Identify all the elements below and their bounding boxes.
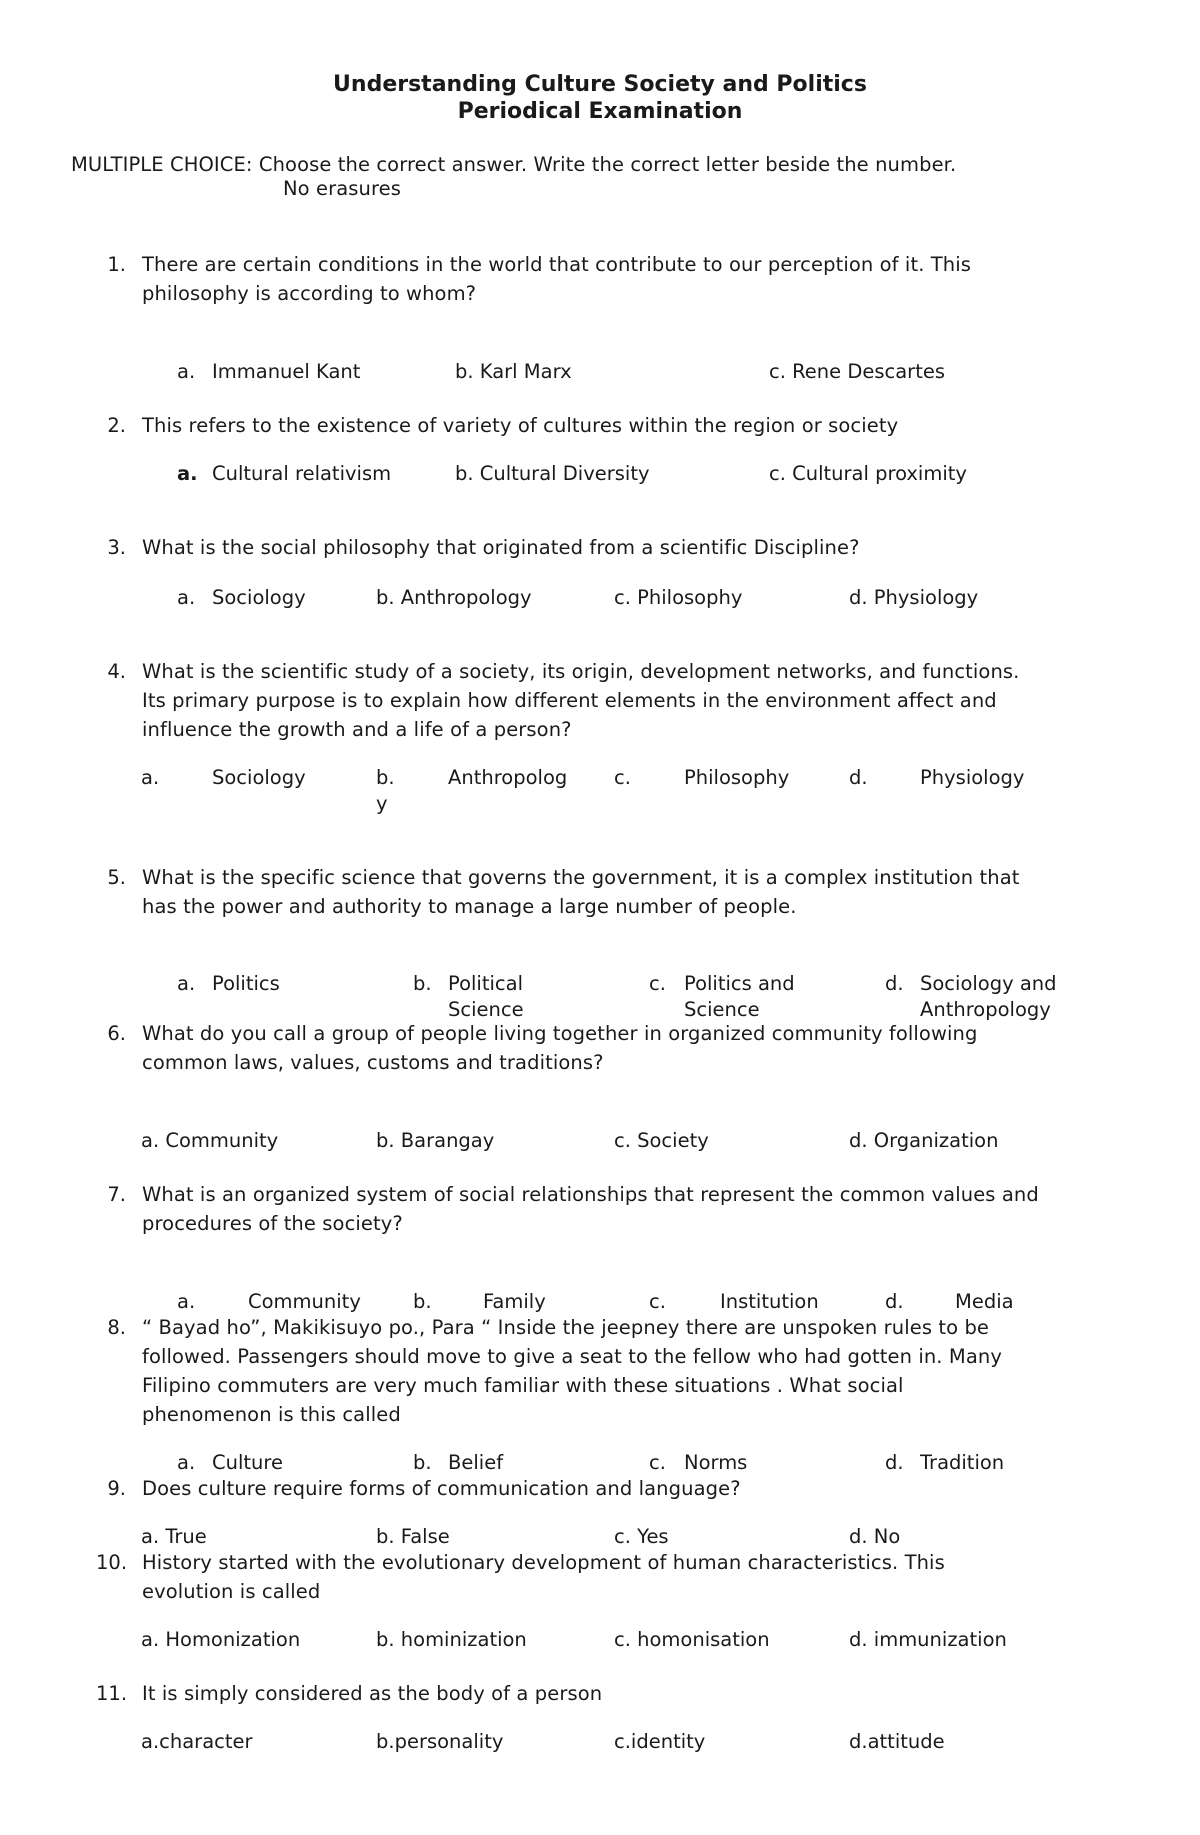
question-5-text-line2: has the power and authority to manage a large number of people. [142, 895, 797, 918]
question-9-option-b: b. False [376, 1525, 450, 1548]
question-1-text-line1: There are certain conditions in the world that contribute to our perception of it. This [142, 253, 972, 276]
question-1-option-a: Immanuel Kant [212, 360, 361, 383]
question-4-option-a: Sociology [212, 766, 306, 789]
question-11-text-line1: It is simply considered as the body of a person [142, 1682, 603, 1705]
question-8-number: 8. [107, 1316, 126, 1339]
question-5-number: 5. [107, 866, 126, 889]
question-8-option-c: Norms [684, 1451, 748, 1474]
question-4-option-b: Anthropolog [448, 766, 568, 789]
question-5-option-b-letter: b. [413, 972, 432, 995]
instructions-line1: MULTIPLE CHOICE: Choose the correct answer. Write the correct letter beside the number. [71, 153, 957, 176]
question-5-option-d-letter: d. [885, 972, 904, 995]
question-1-option-a-letter: a. [177, 360, 196, 383]
question-8-option-b-letter: b. [413, 1451, 432, 1474]
question-6-option-c: c. Society [614, 1129, 709, 1152]
question-2-option-a-letter: a. [177, 462, 198, 485]
question-10-number: 10. [96, 1551, 128, 1574]
question-4-text-line2: Its primary purpose is to explain how different elements in the environment affect and [142, 689, 997, 712]
question-8-option-a: Culture [212, 1451, 283, 1474]
question-6-text-line1: What do you call a group of people living together in organized community following [142, 1022, 978, 1045]
question-9-number: 9. [107, 1477, 126, 1500]
exam-subtitle: Periodical Examination [457, 99, 743, 124]
question-10-text-line1: History started with the evolutionary development of human characteristics. This [142, 1551, 945, 1574]
question-8-option-d-letter: d. [885, 1451, 904, 1474]
question-11-option-b: b.personality [376, 1730, 504, 1753]
question-4-text-line3: influence the growth and a life of a person? [142, 718, 572, 741]
question-5-option-d: Sociology and [920, 972, 1057, 995]
question-9-option-c: c. Yes [614, 1525, 669, 1548]
question-7-option-d-letter: d. [885, 1290, 904, 1313]
question-7-option-c: Institution [720, 1290, 819, 1313]
question-3-option-c: c. Philosophy [614, 586, 743, 609]
question-5-option-d-wrap: Anthropology [920, 998, 1051, 1021]
question-5-option-a-letter: a. [177, 972, 196, 995]
question-6-text-line2: common laws, values, customs and traditions? [142, 1051, 604, 1074]
question-3-option-a: Sociology [212, 586, 306, 609]
question-4-option-b-letter: b. [376, 766, 395, 789]
question-3-option-b: b. Anthropology [376, 586, 532, 609]
question-3-text-line1: What is the social philosophy that originated from a scientific Discipline? [142, 536, 860, 559]
question-8-option-c-letter: c. [649, 1451, 666, 1474]
question-8-option-b: Belief [448, 1451, 504, 1474]
question-7-text-line1: What is an organized system of social relationships that represent the common values and [142, 1183, 1039, 1206]
question-9-option-a: a. True [141, 1525, 207, 1548]
question-10-option-a: a. Homonization [141, 1628, 301, 1651]
question-1-option-c: c. Rene Descartes [769, 360, 946, 383]
question-11-option-c: c.identity [614, 1730, 706, 1753]
question-6-option-b: b. Barangay [376, 1129, 495, 1152]
question-7-text-line2: procedures of the society? [142, 1212, 403, 1235]
question-8-text-line4: phenomenon is this called [142, 1403, 401, 1426]
question-10-option-c: c. homonisation [614, 1628, 770, 1651]
question-9-text-line1: Does culture require forms of communication and language? [142, 1477, 741, 1500]
question-5-option-b: Political [448, 972, 523, 995]
question-5-option-c-letter: c. [649, 972, 666, 995]
question-8-text-line1: “ Bayad ho”, Makikisuyo po., Para “ Inside the jeepney there are unspoken rules to be [142, 1316, 990, 1339]
question-10-option-b: b. hominization [376, 1628, 527, 1651]
question-4-option-a-letter: a. [141, 766, 160, 789]
question-10-text-line2: evolution is called [142, 1580, 321, 1603]
question-3-option-a-letter: a. [177, 586, 196, 609]
question-8-text-line3: Filipino commuters are very much familiar with these situations . What social [142, 1374, 904, 1397]
question-1-number: 1. [107, 253, 126, 276]
question-4-option-d: Physiology [920, 766, 1025, 789]
question-7-option-b-letter: b. [413, 1290, 432, 1313]
question-7-option-a-letter: a. [177, 1290, 196, 1313]
question-4-number: 4. [107, 660, 126, 683]
question-2-text-line1: This refers to the existence of variety of cultures within the region or society [142, 414, 899, 437]
question-7-number: 7. [107, 1183, 126, 1206]
question-2-option-c: c. Cultural proximity [769, 462, 967, 485]
question-1-text-line2: philosophy is according to whom? [142, 282, 477, 305]
question-11-option-d: d.attitude [849, 1730, 945, 1753]
question-4-option-c: Philosophy [684, 766, 790, 789]
question-1-option-b: b. Karl Marx [455, 360, 572, 383]
question-6-option-d: d. Organization [849, 1129, 999, 1152]
question-8-option-a-letter: a. [177, 1451, 196, 1474]
question-7-option-d: Media [955, 1290, 1014, 1313]
question-5-option-a: Politics [212, 972, 280, 995]
question-2-number: 2. [107, 414, 126, 437]
question-7-option-a: Community [248, 1290, 361, 1313]
question-5-text-line1: What is the specific science that governs the government, it is a complex institution that [142, 866, 1020, 889]
question-5-option-c-wrap: Science [684, 998, 760, 1021]
question-11-number: 11. [96, 1682, 128, 1705]
question-7-option-b: Family [483, 1290, 546, 1313]
instructions-line2: No erasures [283, 177, 402, 200]
question-8-option-d: Tradition [920, 1451, 1005, 1474]
exam-title: Understanding Culture Society and Politics [333, 72, 867, 97]
question-7-option-c-letter: c. [649, 1290, 666, 1313]
question-4-option-c-letter: c. [614, 766, 631, 789]
question-11-option-a: a.character [141, 1730, 253, 1753]
question-9-option-d: d. No [849, 1525, 901, 1548]
question-6-number: 6. [107, 1022, 126, 1045]
question-3-option-d: d. Physiology [849, 586, 979, 609]
question-2-option-b: b. Cultural Diversity [455, 462, 650, 485]
question-6-option-a: a. Community [141, 1129, 279, 1152]
question-4-option-b-wrap: y [376, 792, 388, 815]
question-4-text-line1: What is the scientific study of a society, its origin, development networks, and functions. [142, 660, 1020, 683]
question-4-option-d-letter: d. [849, 766, 868, 789]
question-5-option-c: Politics and [684, 972, 795, 995]
question-2-option-a: Cultural relativism [212, 462, 392, 485]
question-10-option-d: d. immunization [849, 1628, 1007, 1651]
question-3-number: 3. [107, 536, 126, 559]
question-5-option-b-wrap: Science [448, 998, 524, 1021]
question-8-text-line2: followed. Passengers should move to give a seat to the fellow who had gotten in. Many [142, 1345, 1002, 1368]
